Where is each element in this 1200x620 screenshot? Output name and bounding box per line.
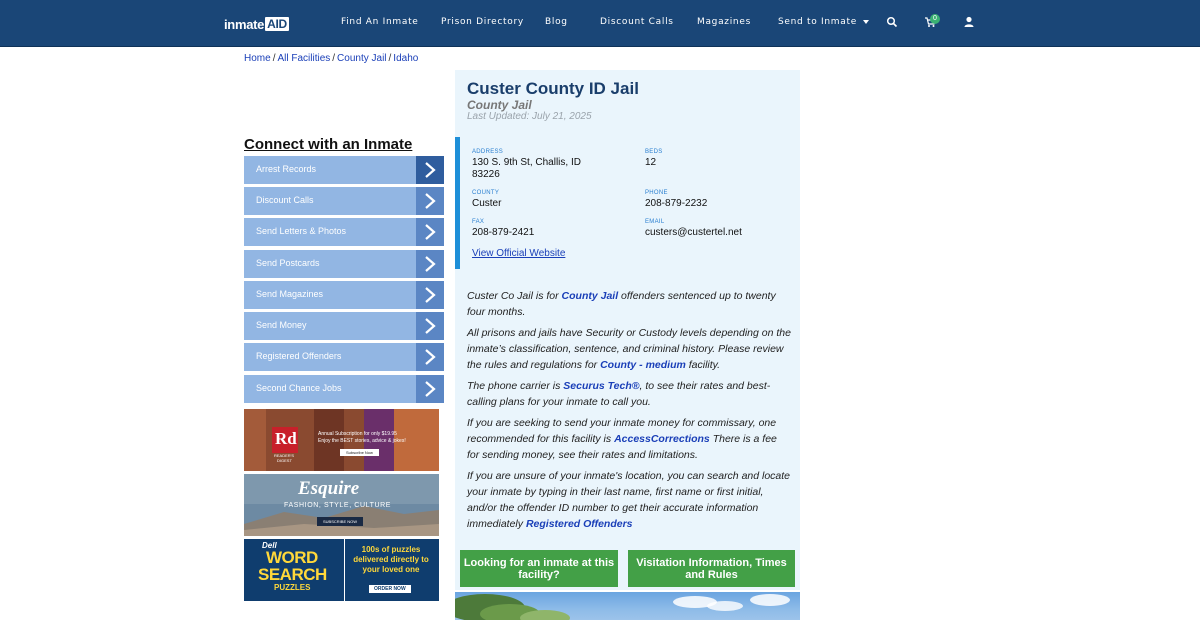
facility-photo xyxy=(455,592,800,620)
desc-text: All prisons and jails have Security or Custody levels depending on the inmate’s classification, sentence, and criminal history. Please review the rules and regulations for xyxy=(467,327,791,371)
ad-readers-digest[interactable] xyxy=(244,409,439,471)
sidebar-item-label: Send Letters & Photos xyxy=(256,226,347,236)
description-paragraph-5 xyxy=(467,468,792,532)
ad-rd-line1: READER'S xyxy=(274,453,295,458)
sidebar-item-label: Discount Calls xyxy=(256,195,314,205)
chevron-right-icon xyxy=(416,375,444,403)
sidebar-item-send-magazines[interactable] xyxy=(244,281,444,309)
breadcrumb: Home / All Facilities / County Jail / Idaho xyxy=(244,53,419,64)
cart-count-badge: 0 xyxy=(930,14,940,24)
description-paragraph-1 xyxy=(467,288,792,320)
chevron-right-icon xyxy=(416,218,444,246)
breadcrumb-idaho[interactable]: Idaho xyxy=(393,53,419,64)
sidebar-item-label: Send Postcards xyxy=(256,258,320,268)
ad-dell-title-2: SEARCH xyxy=(258,565,327,584)
chevron-right-icon xyxy=(416,312,444,340)
sidebar-item-label: Second Chance Jobs xyxy=(256,383,342,393)
address-line-1: 130 S. 9th St, Challis, ID xyxy=(472,157,581,168)
breadcrumb-county-jail[interactable]: County Jail xyxy=(337,53,387,64)
ad-rd-line2: DIGEST xyxy=(277,458,292,463)
looking-for-inmate-button[interactable]: Looking for an inmate at this facility? xyxy=(460,550,618,587)
caret-down-icon xyxy=(863,20,869,24)
top-navbar xyxy=(0,0,1200,47)
facility-type: County Jail xyxy=(467,98,532,112)
phone-value: 208-879-2232 xyxy=(645,198,708,209)
facility-last-updated: Last Updated: July 21, 2025 xyxy=(467,111,592,122)
description-paragraph-4 xyxy=(467,415,792,463)
ad-dell-brand: Dell xyxy=(262,541,277,550)
chevron-right-icon xyxy=(416,156,444,184)
fax-label: FAX xyxy=(472,219,485,225)
ad-dell-text: 100s of puzzles delivered directly to your loved one xyxy=(353,545,429,574)
nav-send-to-inmate[interactable] xyxy=(778,17,869,27)
county-value: Custer xyxy=(472,198,502,209)
facility-title: Custer County ID Jail xyxy=(467,79,639,98)
info-accent-bar xyxy=(455,137,460,269)
ad-esquire-logo: Esquire xyxy=(298,478,360,499)
sidebar-item-registered-offenders[interactable] xyxy=(244,343,444,371)
user-icon[interactable] xyxy=(963,16,975,28)
sidebar-item-send-money[interactable] xyxy=(244,312,444,340)
chevron-right-icon xyxy=(416,187,444,215)
chevron-right-icon xyxy=(416,281,444,309)
sidebar-item-label: Send Money xyxy=(256,320,307,330)
desc-text: If you are unsure of your inmate's location, you can search and locate your inmate by typing in their last name, first name or first initial, and/or the offender ID number to get their accurate information immediately xyxy=(467,470,791,530)
chevron-right-icon xyxy=(416,343,444,371)
facility-photo-graphic xyxy=(455,592,800,620)
ad-esquire-cta[interactable]: SUBSCRIBE NOW xyxy=(317,517,363,526)
search-icon[interactable] xyxy=(886,16,898,28)
phone-label: PHONE xyxy=(645,190,668,196)
county-jail-link[interactable]: County Jail xyxy=(561,290,619,302)
ad-dell-word-search[interactable] xyxy=(244,539,439,601)
desc-text: , to see their rates and best-calling plans for your inmate to call you. xyxy=(467,380,771,408)
nav-blog[interactable]: Blog xyxy=(545,17,568,27)
ad-rd-logo: Rd xyxy=(275,429,297,448)
sidebar-item-send-postcards[interactable] xyxy=(244,250,444,278)
address-line-2: 83226 xyxy=(472,169,500,180)
sidebar-item-send-letters-photos[interactable] xyxy=(244,218,444,246)
ad-rd-cta[interactable]: Subscribe Now xyxy=(340,449,379,456)
ad-rd-sub: Enjoy the BEST stories, advice & jokes! xyxy=(318,438,406,444)
nav-prison-directory[interactable]: Prison Directory xyxy=(441,17,524,27)
address-label: ADDRESS xyxy=(472,149,504,155)
chevron-right-icon xyxy=(416,250,444,278)
breadcrumb-all-facilities[interactable]: All Facilities xyxy=(277,53,331,64)
desc-text: offenders sentenced up to twenty four months. xyxy=(467,290,776,318)
ad-esquire-tagline: FASHION, STYLE, CULTURE xyxy=(284,502,392,509)
sidebar-title: Connect with an Inmate xyxy=(244,136,413,153)
beds-value: 12 xyxy=(645,157,657,168)
visitation-info-button[interactable]: Visitation Information, Times and Rules xyxy=(628,550,795,587)
access-corrections-link[interactable]: AccessCorrections xyxy=(614,433,710,445)
breadcrumb-home[interactable]: Home xyxy=(244,53,271,64)
ad-esquire[interactable] xyxy=(244,474,439,536)
official-website-link[interactable]: View Official Website xyxy=(472,248,566,259)
registered-offenders-link[interactable]: Registered Offenders xyxy=(525,518,633,530)
logo-badge: AID xyxy=(267,17,287,31)
logo[interactable] xyxy=(224,15,289,33)
email-value: custers@custertel.net xyxy=(645,227,742,238)
logo-text: inmate xyxy=(224,16,265,32)
email-label: EMAIL xyxy=(645,219,665,225)
desc-text: Custer Co Jail is for xyxy=(467,290,562,302)
nav-send-to-inmate-label: Send to Inmate xyxy=(778,17,857,27)
beds-label: BEDS xyxy=(645,149,663,155)
ad-rd-headline: Annual Subscription for only $19.95 xyxy=(318,431,397,437)
securus-tech-link[interactable]: Securus Tech® xyxy=(563,380,640,392)
ad-dell-title-3: PUZZLES xyxy=(274,583,311,592)
desc-text: The phone carrier is xyxy=(467,380,564,392)
nav-magazines[interactable]: Magazines xyxy=(697,17,751,27)
sidebar-item-label: Registered Offenders xyxy=(256,351,342,361)
description-paragraph-2 xyxy=(467,325,792,373)
sidebar-item-discount-calls[interactable] xyxy=(244,187,444,215)
county-label: COUNTY xyxy=(472,190,500,196)
desc-text: If you are seeking to send your inmate money for commissary, one recommended for this facility is xyxy=(467,417,777,445)
desc-text: There is a fee for sending money, see their rates and limitations. xyxy=(467,433,777,461)
nav-find-an-inmate[interactable]: Find An Inmate xyxy=(341,17,419,27)
sidebar-item-label: Send Magazines xyxy=(256,289,324,299)
nav-discount-calls[interactable]: Discount Calls xyxy=(600,17,674,27)
sidebar-item-second-chance-jobs[interactable] xyxy=(244,375,444,403)
sidebar-item-label: Arrest Records xyxy=(256,164,317,174)
ad-dell-cta[interactable]: ORDER NOW xyxy=(369,585,411,593)
description-paragraph-3 xyxy=(467,378,792,410)
ad-dell-title-1: WORD xyxy=(266,548,318,567)
desc-text: facility. xyxy=(685,359,721,371)
county-medium-link[interactable]: County - medium xyxy=(600,359,686,371)
fax-value: 208-879-2421 xyxy=(472,227,535,238)
sidebar-item-arrest-records[interactable] xyxy=(244,156,444,184)
